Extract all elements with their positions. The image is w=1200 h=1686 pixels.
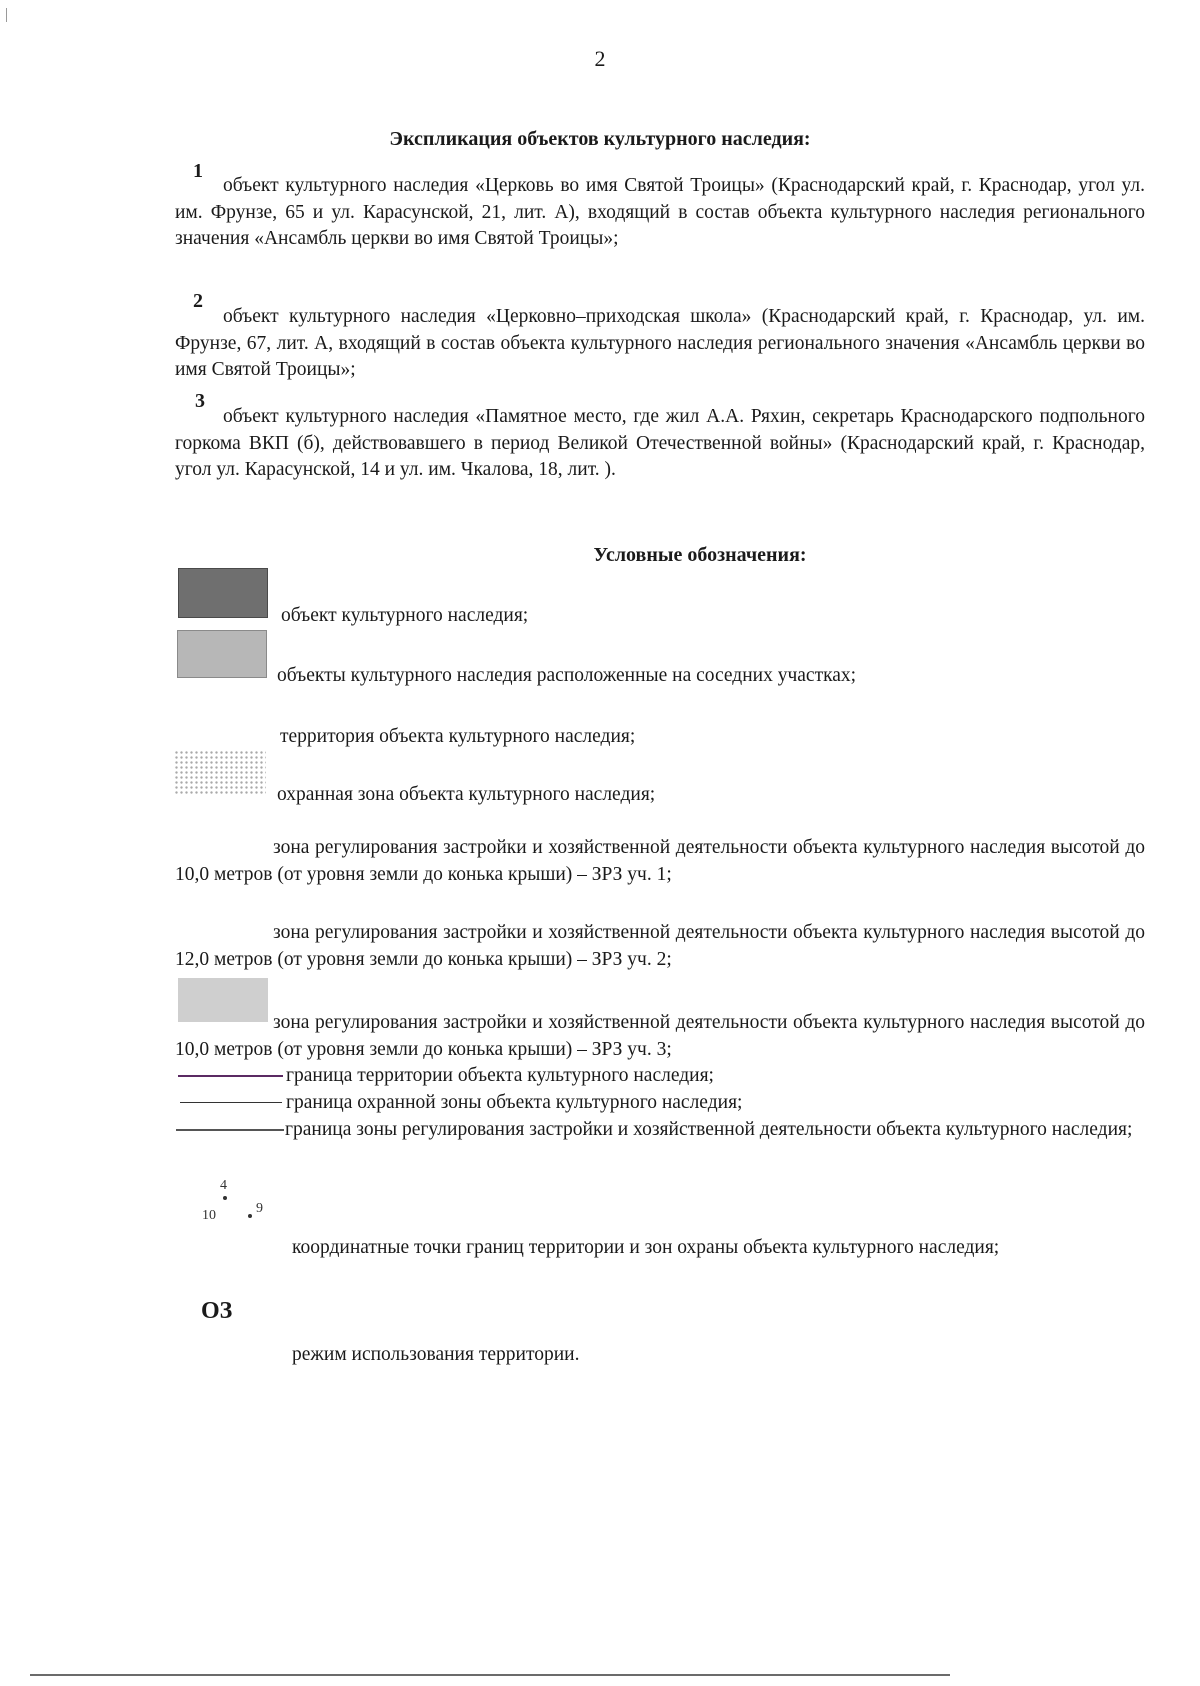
legend-zrz-boundary: граница зоны регулирования застройки и хозяйственной деятельности объекта культурного наследия; — [285, 1119, 1133, 1140]
legend-object: объект культурного наследия; — [281, 605, 529, 626]
item-number-1: 1 — [193, 160, 203, 182]
coord-point-c — [248, 1214, 252, 1218]
item-number-3: 3 — [195, 390, 205, 412]
legend-coord-points: координатные точки границ территории и зон охраны объекта культурного наследия; — [292, 1237, 1000, 1258]
coord-label-a: 4 — [220, 1178, 227, 1193]
territory-boundary-line — [178, 1075, 283, 1077]
scan-mark — [6, 8, 7, 22]
coord-label-b: 10 — [202, 1208, 216, 1223]
legend-zrz3: зона регулирования застройки и хозяйственной деятельности объекта культурного наследия высотой до 10,0 метров (от уровня земли до конька крыши) – ЗРЗ уч. 3; — [175, 1012, 1145, 1060]
explication-item-1: объект культурного наследия «Церковь во имя Святой Троицы» (Краснодарский край, г. Краснодар, угол ул. им. Фрунзе, 65 и ул. Карасунской, 21, лит. А), входящий в состав объекта культурного наследия регионального значения «Ансамбль церкви во имя Святой Троицы»; — [175, 175, 1145, 249]
object-swatch — [178, 568, 268, 618]
protection-boundary-line — [180, 1102, 282, 1103]
legend-zrz1: зона регулирования застройки и хозяйственной деятельности объекта культурного наследия высотой до 10,0 метров (от уровня земли до конька крыши) – ЗРЗ уч. 1; — [175, 837, 1145, 885]
legend-protection-boundary: граница охранной зоны объекта культурного наследия; — [286, 1092, 743, 1113]
explication-item-3: объект культурного наследия «Памятное место, где жил А.А. Ряхин, секретарь Краснодарского подпольного горкома ВКП (б), действовавшего в период Великой Отечественной войны» (Краснодарский край, г. Краснодар, угол ул. Карасунской, 14 и ул. им. Чкалова, 18, лит. ). — [175, 406, 1145, 480]
legend-protection-zone: охранная зона объекта культурного наследия; — [277, 784, 656, 805]
legend-zrz2: зона регулирования застройки и хозяйственной деятельности объекта культурного наследия высотой до 12,0 метров (от уровня земли до конька крыши) – ЗРЗ уч. 2; — [175, 922, 1145, 970]
regime-code: ОЗ — [201, 1298, 233, 1324]
neighbor-objects-swatch — [177, 630, 267, 678]
item-number-2: 2 — [193, 290, 203, 312]
page-number: 2 — [594, 46, 606, 71]
coord-label-c: 9 — [256, 1201, 263, 1216]
legend-territory: территория объекта культурного наследия; — [280, 726, 636, 747]
legend-heading: Условные обозначения: — [593, 544, 807, 566]
coord-point-a — [223, 1196, 227, 1200]
bottom-rule — [30, 1674, 950, 1676]
explication-item-2: объект культурного наследия «Церковно–приходская школа» (Краснодарский край, г. Краснодар, ул. им. Фрунзе, 67, лит. А, входящий в состав объекта культурного наследия регионального значения «Ансамбль церкви во имя Святой Троицы»; — [175, 306, 1145, 380]
legend-neighbor-objects: объекты культурного наследия расположенные на соседних участках; — [277, 665, 857, 686]
explication-heading: Экспликация объектов культурного наследия: — [389, 128, 811, 150]
legend-territory-boundary: граница территории объекта культурного наследия; — [286, 1065, 714, 1086]
protection-zone-swatch — [174, 750, 266, 796]
legend-regime: режим использования территории. — [292, 1344, 580, 1365]
